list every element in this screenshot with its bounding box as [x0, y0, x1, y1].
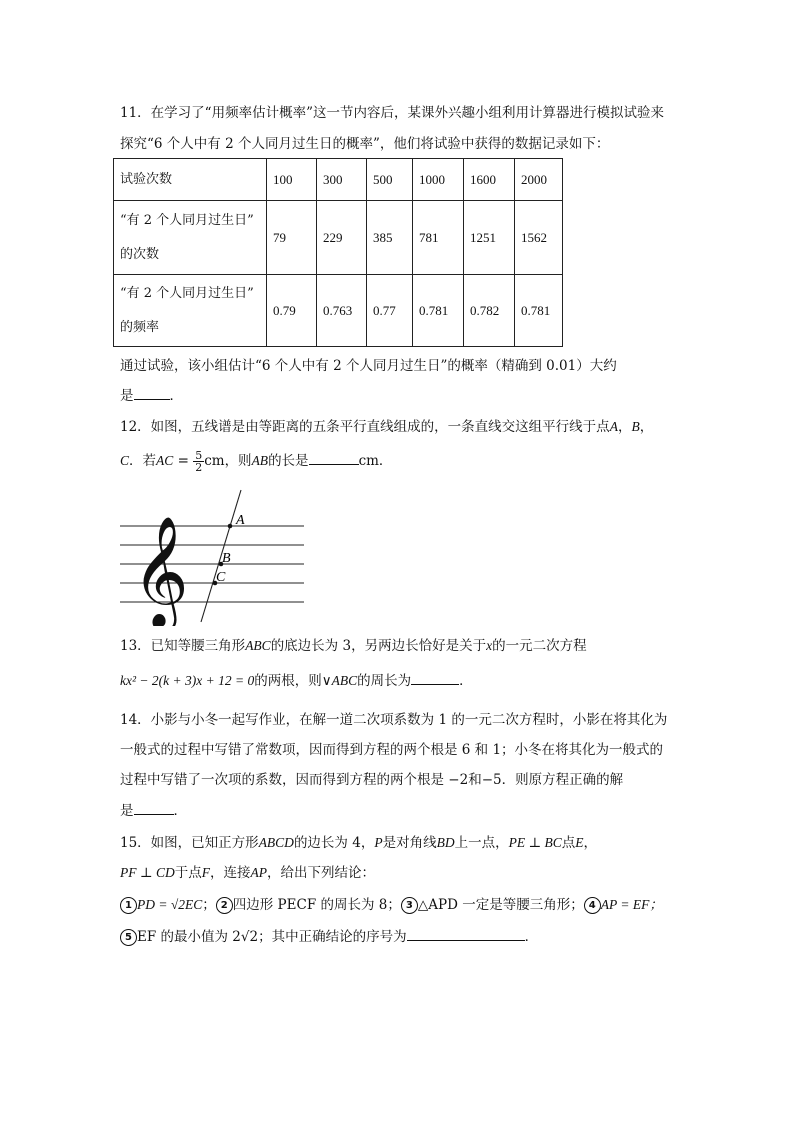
text: 的底边长为 3，另两边长恰好是关于 [270, 638, 487, 654]
answer-blank [411, 672, 459, 685]
q11-line3: 通过试验，该小组估计“6 个人中有 2 个人同月过生日”的概率（精确到 0.01）大约 [120, 358, 617, 374]
text: ， [583, 835, 598, 851]
answer-blank [134, 802, 174, 815]
statement-3: △APD 一定是等腰三角形； [417, 897, 584, 913]
label-line: 的次数 [120, 246, 160, 262]
table-cell: 0.781 [413, 275, 464, 347]
statement-2: 四边形 PECF 的周长为 8； [232, 897, 401, 913]
table-cell: 0.782 [464, 275, 515, 347]
point-p: P [374, 835, 383, 850]
label-line: “有 2 个人同月过生日” [120, 285, 254, 301]
q11-line4 [120, 387, 183, 405]
period: ． [173, 803, 187, 819]
q14-line4 [120, 802, 187, 820]
table-cell: 0.763 [317, 275, 367, 347]
text: 的一元二次方程 [492, 638, 587, 654]
circled-number-1: 1 [120, 897, 137, 914]
frequency-table [113, 158, 563, 347]
perpendicular-pf: PF ⊥ CD [120, 865, 175, 880]
point-a-dot [228, 524, 233, 529]
answer-blank [407, 928, 525, 941]
table-cell: 385 [367, 201, 413, 275]
fraction [193, 450, 204, 473]
segment-ab: AB [251, 453, 269, 468]
text: cm． [358, 453, 393, 469]
q15-line4 [120, 928, 538, 946]
segment-ap: AP [250, 865, 267, 880]
table-cell: 1600 [464, 159, 515, 201]
point-e: E [575, 835, 584, 850]
text: 是对角线 [382, 835, 437, 851]
text: ，则 [224, 453, 252, 469]
square-name: ABCD [258, 835, 294, 850]
label-line: 的频率 [120, 319, 160, 335]
text: 12．如图，五线谱是由等距离的五条平行直线组成的，一条直线交这组平行线于点 [120, 419, 610, 435]
q11-line2: 探究“6 个人中有 2 个人同月过生日的概率”，他们将试验中获得的数据记录如下： [120, 136, 610, 152]
table-cell: 0.79 [267, 275, 317, 347]
point-label-a: A [609, 419, 618, 434]
text: 13．已知等腰三角形 [120, 638, 246, 654]
q15-line2 [120, 864, 375, 882]
table-cell-label [114, 275, 267, 347]
diagonal-bd: BD [436, 835, 455, 850]
text: 是 [120, 803, 134, 819]
q14-line3: 过程中写错了一次项的系数，因而得到方程的两个根是 −2和−5．则原方程正确的解 [120, 772, 624, 788]
point-label-c: C [120, 453, 130, 468]
equation: kx² − 2(k + 3)x + 12 = 0 [120, 673, 255, 688]
circled-number-2: 2 [216, 897, 233, 914]
point-b-label: B [222, 551, 231, 566]
text: 上一点， [454, 835, 509, 851]
q12-line1: 12．如图，五线谱是由等距离的五条平行直线组成的，一条直线交这组平行线于点A，B， [120, 419, 654, 435]
perpendicular-pe: PE ⊥ BC [508, 835, 562, 850]
period: ． [459, 673, 473, 689]
q14-line2: 一般式的过程中写错了常数项，因而得到方程的两个根是 6 和 1；小冬在将其化为一般式的 [120, 742, 664, 758]
text: 是 [120, 388, 134, 404]
statement-1: PD = √2EC [137, 897, 203, 912]
table-cell: 100 [267, 159, 317, 201]
text: ，连接 [209, 865, 251, 881]
text: 的周长为 [357, 673, 412, 689]
period: ． [524, 929, 539, 945]
statement-4: AP = EF； [600, 897, 663, 912]
point-label-b: B [631, 419, 640, 434]
table-cell: 781 [413, 201, 464, 275]
text: 于点 [174, 865, 202, 881]
circled-number-4: 4 [584, 897, 601, 914]
text: ．若 [129, 453, 157, 469]
text: 的边长为 4， [293, 835, 375, 851]
table-cell: 79 [267, 201, 317, 275]
text: 点 [561, 835, 576, 851]
table-cell: 500 [367, 159, 413, 201]
q13-line2 [120, 672, 473, 690]
circled-number-5: 5 [120, 929, 137, 946]
period: ． [169, 388, 183, 404]
table-cell: 0.77 [367, 275, 413, 347]
text: 的两根，则 [254, 673, 322, 689]
point-a-label: A [236, 513, 245, 528]
statement-5: EF 的最小值为 2√2；其中正确结论的序号为 [137, 929, 407, 945]
table-cell: 300 [317, 159, 367, 201]
table-cell: 1562 [515, 201, 563, 275]
text: ； [202, 897, 216, 913]
table-cell-label: 试验次数 [114, 159, 267, 201]
segment-ac: AC [156, 453, 174, 468]
text: 15．如图，已知正方形 [120, 835, 259, 851]
table-cell: 1000 [413, 159, 464, 201]
triangle-name: ABC [245, 638, 271, 653]
table-cell-label [114, 201, 267, 275]
table-cell: 1251 [464, 201, 515, 275]
text: 的长是 [268, 453, 309, 469]
answer-blank [134, 387, 170, 400]
fraction-denominator: 2 [195, 461, 203, 474]
q12-line2: C．若AC = $\frac{5}{2}$ cm，则AB的长是 cm． [120, 449, 393, 474]
q11-line1: 11．在学习了“用频率估计概率”这一节内容后，某课外兴趣小组利用计算器进行模拟试验来 [120, 105, 664, 121]
text: ，给出下列结论： [266, 865, 375, 881]
q14-line1: 14．小影与小冬一起写作业，在解一道二次项系数为 1 的一元二次方程时，小影在将其化为 [120, 712, 668, 728]
fraction-numerator: 5 [195, 449, 203, 462]
variable-x: x [486, 638, 493, 653]
table-cell: 2000 [515, 159, 563, 201]
table-row [114, 201, 563, 275]
answer-blank [309, 452, 359, 465]
unit: cm [204, 453, 225, 469]
table-row [114, 159, 563, 201]
q15-line1 [120, 834, 597, 852]
staff-diagram [118, 486, 308, 626]
point-c-label: C [216, 570, 226, 585]
q13-line1 [120, 637, 587, 655]
table-cell: 229 [317, 201, 367, 275]
circled-number-3: 3 [401, 897, 418, 914]
triangle-symbol: ∨ABC [321, 673, 358, 688]
q15-line3 [120, 896, 663, 914]
table-row [114, 275, 563, 347]
label-line: “有 2 个人同月过生日” [120, 212, 254, 228]
point-f: F [201, 865, 210, 880]
table-cell: 0.781 [515, 275, 563, 347]
treble-clef-icon: 𝄞 [132, 515, 189, 626]
